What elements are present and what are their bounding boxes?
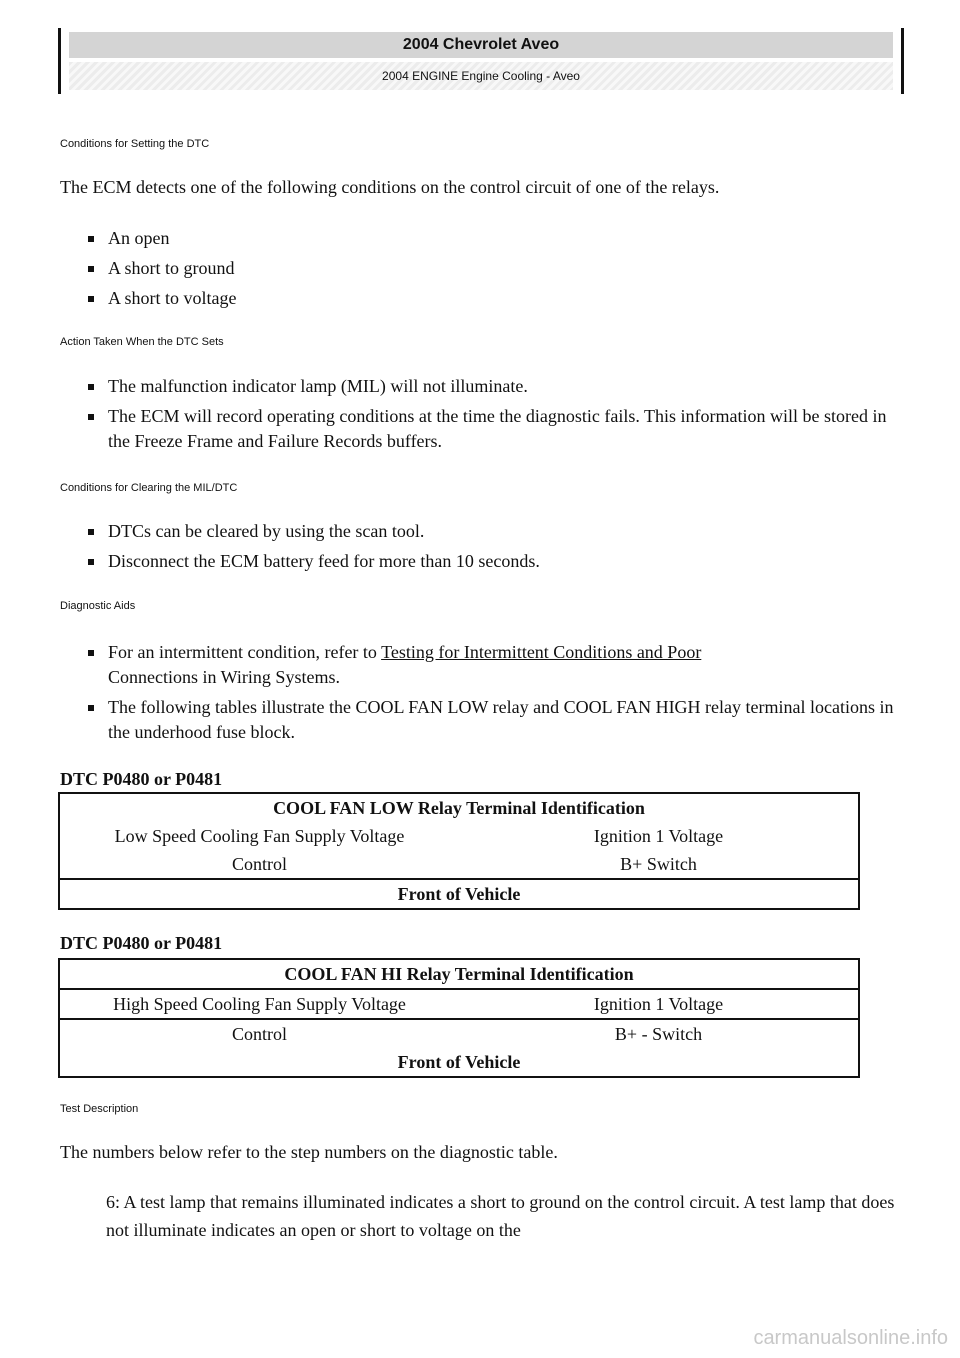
cool-fan-low-relay-table bbox=[58, 792, 860, 910]
header-title: 2004 Chevrolet Aveo bbox=[69, 32, 893, 58]
aids-list bbox=[88, 640, 898, 750]
list-item: The malfunction indicator lamp (MIL) will not illuminate. bbox=[88, 374, 898, 399]
intermittent-conditions-link[interactable]: Testing for Intermittent Conditions and Poor bbox=[381, 642, 702, 662]
conditions-clearing-heading: Conditions for Clearing the MIL/DTC bbox=[60, 482, 238, 494]
cool-fan-hi-relay-table bbox=[58, 958, 860, 1078]
clearing-list bbox=[88, 519, 898, 579]
header-subtitle: 2004 ENGINE Engine Cooling - Aveo bbox=[69, 62, 893, 90]
table-cell: B+ - Switch bbox=[459, 1019, 859, 1048]
table-cell: Ignition 1 Voltage bbox=[593, 825, 724, 846]
table-title: COOL FAN HI Relay Terminal Identification bbox=[284, 963, 634, 984]
action-list bbox=[88, 374, 898, 459]
list-item: A short to ground bbox=[88, 256, 898, 281]
test-intro: The numbers below refer to the step numbers on the diagnostic table. bbox=[60, 1142, 558, 1162]
step-6-text: 6: A test lamp that remains illuminated indicates a short to ground on the control circuit. A test lamp that does not illuminate indicates an open or short to voltage on the bbox=[106, 1192, 895, 1240]
table-footer: Front of Vehicle bbox=[59, 879, 859, 909]
list-item bbox=[88, 640, 898, 690]
list-item: The following tables illustrate the COOL FAN LOW relay and COOL FAN HIGH relay terminal locations in the underhood fuse block. bbox=[88, 695, 898, 745]
table-cell: High Speed Cooling Fan Supply Voltage bbox=[59, 989, 459, 1019]
list-item: The ECM will record operating conditions at the time the diagnostic fails. This information will be stored in the Freeze Frame and Failure Records buffers. bbox=[88, 404, 898, 454]
diagnostic-aids-heading: Diagnostic Aids bbox=[60, 600, 136, 612]
action-taken-heading: Action Taken When the DTC Sets bbox=[60, 336, 224, 348]
document-header bbox=[58, 28, 904, 94]
table-cell: Control bbox=[59, 1019, 459, 1048]
list-item: DTCs can be cleared by using the scan tool. bbox=[88, 519, 898, 544]
dtc-label-2: DTC P0480 or P0481 bbox=[60, 933, 223, 953]
list-item: Disconnect the ECM battery feed for more than 10 seconds. bbox=[88, 549, 898, 574]
test-description-heading: Test Description bbox=[60, 1103, 139, 1115]
table-cell: Ignition 1 Voltage bbox=[459, 989, 859, 1019]
conditions-setting-heading: Conditions for Setting the DTC bbox=[60, 138, 210, 150]
conditions-list bbox=[88, 226, 898, 316]
table-cell: B+ Switch bbox=[620, 853, 697, 874]
aids-text-cont: Connections in Wiring Systems. bbox=[108, 667, 340, 687]
list-item: An open bbox=[88, 226, 898, 251]
list-item: A short to voltage bbox=[88, 286, 898, 311]
conditions-intro: The ECM detects one of the following conditions on the control circuit of one of the relays. bbox=[60, 177, 720, 197]
aids-text: For an intermittent condition, refer to bbox=[108, 642, 382, 662]
table-cell: Control bbox=[231, 853, 287, 874]
watermark: carmanualsonline.info bbox=[753, 1327, 948, 1349]
table-title: COOL FAN LOW Relay Terminal Identification bbox=[273, 797, 645, 818]
table-cell: Low Speed Cooling Fan Supply Voltage bbox=[114, 825, 405, 846]
dtc-label-1: DTC P0480 or P0481 bbox=[60, 769, 223, 789]
table-footer: Front of Vehicle bbox=[397, 1051, 521, 1072]
